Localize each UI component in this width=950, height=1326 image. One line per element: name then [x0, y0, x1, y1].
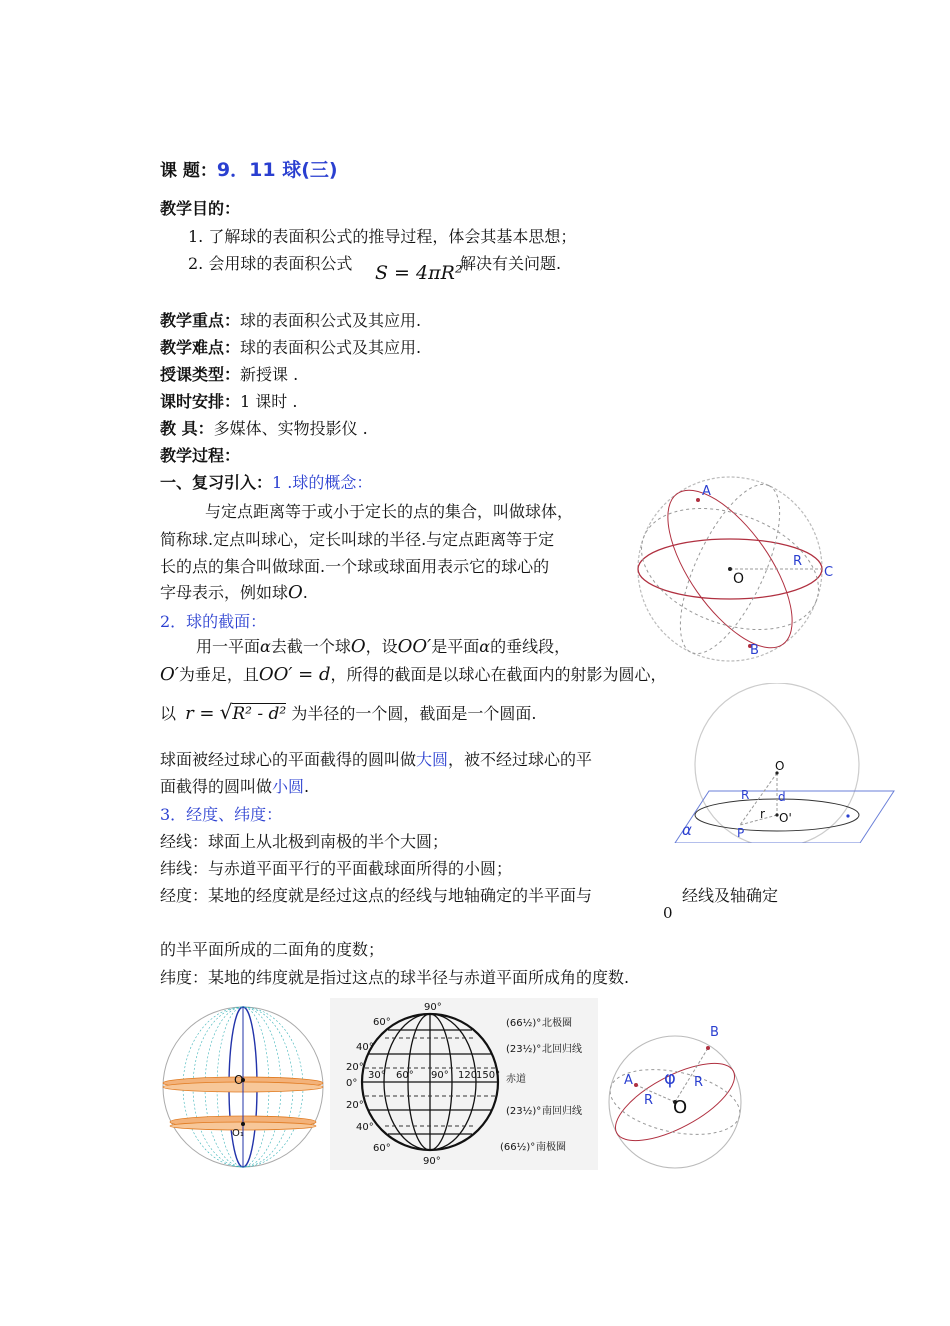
perpendicular-symbol: OO′ [397, 636, 432, 657]
point-c-label: C [824, 565, 834, 580]
cancer-deg-label: (23½)° [506, 1044, 542, 1055]
radius-r-label: R [741, 788, 750, 802]
equator-label: 赤道 [506, 1074, 526, 1085]
difficulty-text: 球的表面积公式及其应用. [240, 338, 422, 357]
section-line-text: 面截得的圆叫做 [160, 777, 273, 796]
longitude-def-cont2: 的半平面所成的二面角的度数； [160, 940, 385, 959]
section-line-text: 的垂线段， [490, 637, 571, 656]
lesson-type-text: 新授课 . [240, 365, 299, 384]
objective-2-pre: 2. 会用球的表面积公式 [188, 254, 353, 273]
section2-heading: 2．球的截面： [160, 612, 267, 631]
latitude-angle-figure [598, 1018, 758, 1170]
lon-150-label: 150° [476, 1070, 501, 1081]
key-points-label: 教学重点： [160, 311, 241, 330]
sphere-def-line2: 简称球.定点叫球心，定长叫球的半径.与定点距离等于定 [160, 530, 555, 549]
center-o-label: O [673, 1097, 688, 1118]
center-label: O [733, 571, 745, 587]
meridian-def: 经线：球面上从北极到南极的半个大圆； [160, 832, 449, 851]
lon-30-label: 30° [368, 1070, 386, 1081]
section1-sub: 1 .球的概念： [272, 473, 373, 492]
latitude-bands-figure [160, 1004, 326, 1170]
surface-area-formula: S = 4πR² [375, 262, 463, 284]
lon-90-label: 90° [431, 1070, 449, 1081]
distance-equation: OO′ = d [258, 664, 331, 685]
objective-2-post: 解决有关问题. [460, 254, 562, 273]
lat-40n-label: 40° [356, 1042, 374, 1053]
point-b-label: B [750, 643, 759, 658]
section1-label: 一、复习引入： [160, 473, 273, 492]
small-circle-term: 小圆 [272, 777, 305, 796]
point-p-label: P [737, 826, 745, 840]
tools-label: 教 具： [160, 419, 214, 438]
lon-120-label: 120 [458, 1070, 478, 1081]
radius-equation: r = [185, 703, 215, 724]
section-line-text: 是平面 [431, 637, 480, 656]
section-line-text: 为垂足，且 [178, 665, 259, 684]
distance-d-label: d [778, 790, 786, 804]
sphere-def-line1: 与定点距离等于或小于定长的点的集合，叫做球体， [205, 502, 574, 521]
section-line-text: 球面被经过球心的平面截得的圆叫做 [160, 750, 417, 769]
latitude-def: 纬度：某地的纬度就是指过这点的球半径与赤道平面所成角的度数. [160, 968, 630, 987]
point-a-label: A [624, 1073, 633, 1088]
section-line-text: ，设 [365, 637, 398, 656]
point-b-label: B [710, 1025, 719, 1040]
schedule-label: 课时安排： [160, 392, 241, 411]
section-line-text: 用一平面 [196, 637, 261, 656]
parallel-def: 纬线：与赤道平面平行的平面截球面所得的小圆； [160, 859, 513, 878]
great-circle-term: 大圆 [416, 750, 449, 769]
small-r-label: r [760, 807, 765, 821]
center-o1-label: O₁ [232, 1128, 244, 1139]
section-line-text: 去截一个球 [270, 637, 351, 656]
alpha-symbol: α [260, 637, 271, 656]
prime-meridian-zero: 0 [663, 904, 673, 922]
lat-60s-label: 60° [373, 1143, 391, 1154]
section-line-text: 以 [160, 704, 177, 723]
lat-40s-label: 40° [356, 1122, 374, 1133]
tropic-cancer-label: 北回归线 [542, 1044, 582, 1055]
plane-alpha-label: α [682, 821, 692, 839]
angle-phi-label: φ [664, 1068, 676, 1089]
center-o-label: O [234, 1073, 244, 1087]
process-heading: 教学过程： [160, 446, 241, 465]
lat-60n-label: 60° [373, 1017, 391, 1028]
lesson-type-label: 授课类型： [160, 365, 241, 384]
longitude-def: 经度：某地的经度就是经过这点的经线与地轴确定的半平面与 [160, 886, 593, 905]
lon-60-label: 60° [396, 1070, 414, 1081]
sphere-section-figure [672, 683, 900, 843]
longitude-def-cont1: 经线及轴确定 [682, 886, 779, 905]
capricorn-deg-label: (23½)° [506, 1106, 542, 1117]
section-line-text: ，所得的截面是以球心在截面内的射影为圆心， [330, 665, 667, 684]
radius-r2-label: R [644, 1093, 654, 1108]
radius-r1-label: R [694, 1075, 704, 1090]
tools-text: 多媒体、实物投影仪 . [213, 419, 368, 438]
foot-o-label: O' [779, 811, 792, 825]
tropic-capricorn-label: 南回归线 [542, 1106, 582, 1117]
lat-20s-label: 20° [346, 1100, 364, 1111]
sphere-figure [632, 474, 842, 664]
top-90-label: 90° [424, 1002, 442, 1013]
foot-symbol: O′ [160, 664, 179, 685]
section-line-text: 为半径的一个圆，截面是一个圆面. [291, 704, 537, 723]
section-line-text: . [304, 777, 310, 796]
objectives-heading: 教学目的： [160, 199, 241, 218]
sphere-def-line3: 长的点的集合叫做球面.一个球或球面用表示它的球心的 [160, 557, 550, 576]
title-label: 课 题： [160, 161, 217, 181]
bottom-90-label: 90° [423, 1156, 441, 1167]
antarctic-circle-label: 南极圈 [536, 1142, 566, 1153]
lat-0-label: 0° [346, 1078, 358, 1089]
section-line-text: ，被不经过球心的平 [448, 750, 593, 769]
schedule-text: 1 课时 . [240, 392, 298, 411]
section3-heading: 3．经度、纬度： [160, 805, 283, 824]
arctic-circle-label: 北极圈 [542, 1018, 572, 1029]
difficulty-label: 教学难点： [160, 338, 241, 357]
antarctic-deg-label: (66½)° [500, 1142, 536, 1153]
sphere-def-period: . [302, 583, 308, 602]
key-points-text: 球的表面积公式及其应用. [240, 311, 422, 330]
center-o-label: O [775, 759, 785, 773]
arctic-deg-label: (66½)° [506, 1018, 542, 1029]
sphere-def-line4: 字母表示，例如球 [160, 583, 289, 602]
sphere-symbol: O [288, 582, 303, 603]
sphere-symbol: O [350, 636, 366, 657]
globe-grid [330, 998, 598, 1170]
radius-label: R [793, 554, 803, 569]
point-a-label: A [702, 484, 711, 499]
alpha-symbol: α [479, 637, 491, 656]
radius-radicand: R² - d² [232, 704, 287, 724]
objective-1: 1. 了解球的表面积公式的推导过程，体会其基本思想； [188, 227, 577, 246]
lesson-title: 9．11 球(三) [216, 159, 338, 181]
lat-20n-label: 20° [346, 1062, 364, 1073]
